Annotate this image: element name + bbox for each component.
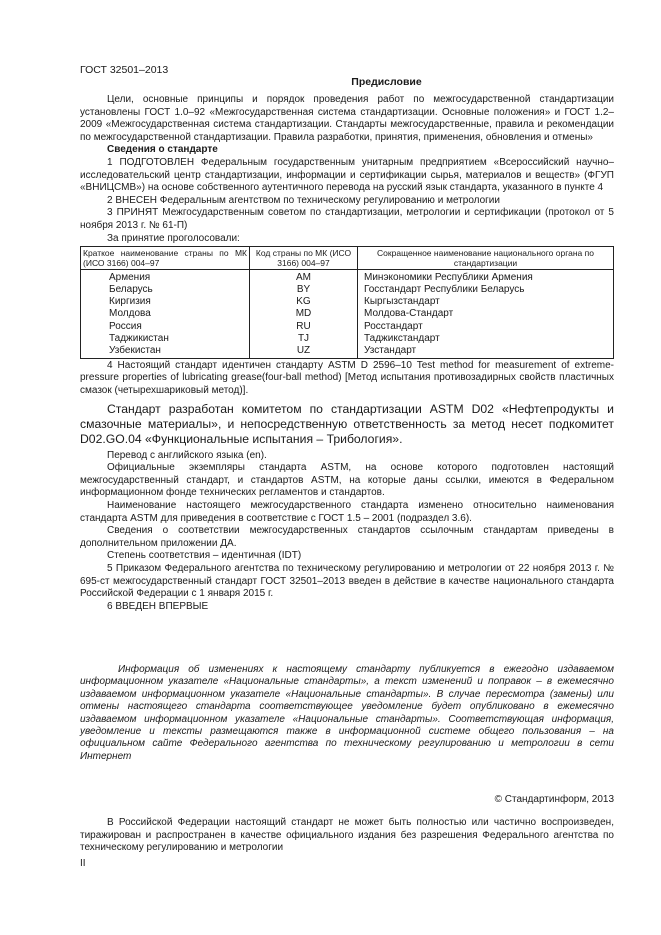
table-header-row — [81, 247, 614, 270]
degree-of-correspondence: Степень соответствия – идентичная (IDT) — [107, 550, 302, 562]
member-states-table — [80, 246, 614, 359]
header-code: Код страны по МК (ИСО 3166) 004–97 — [250, 247, 358, 270]
reproduction-rights — [80, 817, 614, 855]
cell-code: KG — [250, 296, 358, 308]
cell-code: UZ — [250, 345, 358, 359]
cell-country: Армения — [81, 270, 250, 285]
item-4: 4 Настоящий стандарт идентичен стандарту ASTM D 2596–10 Test method for measurement of extreme-pressure properties of lubricating grease(four-ball method) [Метод испытания противозадирных свойств пластичных смазок (четырехшариковый метод)]. — [80, 359, 614, 396]
table-row — [81, 345, 614, 359]
reproduction-rights-text: В Российской Федерации настоящий стандарт не может быть полностью или частично воспроизведен, тиражирован и распространен в качестве официального издания без разрешения Федерального агентства по техническому регулированию и метрологии — [80, 817, 614, 854]
cell-country: Киргизия — [81, 296, 250, 308]
table-row — [81, 270, 614, 285]
cell-code: BY — [250, 284, 358, 296]
appendix-note: Сведения о соответствии межгосударственных стандартов ссылочным стандартам приведены в дополнительном приложении ДА. — [80, 525, 614, 549]
cell-body: Молдова-Стандарт — [358, 308, 614, 320]
table-row — [81, 333, 614, 345]
changes-info-block — [80, 664, 614, 763]
section-title-text: Предисловие — [351, 76, 422, 88]
cell-code: RU — [250, 321, 358, 333]
info-heading: Сведения о стандарте — [107, 144, 218, 156]
table-row — [81, 284, 614, 296]
cell-country: Узбекистан — [81, 345, 250, 359]
page-number: II — [80, 858, 86, 869]
item-2: 2 ВНЕСЕН Федеральным агентством по техническому регулированию и метрологии — [107, 194, 500, 206]
cell-body: Росстандарт — [358, 321, 614, 333]
body-text — [80, 94, 614, 613]
name-change-note: Наименование настоящего межгосударственного стандарта изменено относительно наименования стандарта ASTM для приведения в соответствие с ГОСТ 1.5 – 2001 (подраздел 3.6). — [80, 499, 614, 524]
cell-country: Таджикистан — [81, 333, 250, 345]
cell-body: Госстандарт Республики Беларусь — [358, 284, 614, 296]
copyright: © Стандартинформ, 2013 — [494, 794, 614, 805]
item-1: 1 ПОДГОТОВЛЕН Федеральным государственным унитарным предприятием «Всероссийский научно–исследовательский центр стандартизации, информации и сертификации сырья, материалов и веществ» (ФГУП «ВНИЦСМВ») на основе собственного аутентичного перевода на русский язык стандарта, указанного в пункте 4 — [80, 156, 614, 194]
header-country: Краткое наименование страны по МК (ИСО 3166) 004–97 — [81, 247, 250, 270]
table-row — [81, 296, 614, 308]
table-row — [81, 321, 614, 333]
item-6: 6 ВВЕДЕН ВПЕРВЫЕ — [107, 600, 209, 612]
astm-committee-note: Стандарт разработан комитетом по стандартизации ASTM D02 «Нефтепродукты и смазочные материалы», и непосредственную ответственность за метод несет подкомитет D02.GO.04 «Функциональные испытания – Трибология». — [80, 401, 614, 446]
cell-body: Таджикстандарт — [358, 333, 614, 345]
cell-body: Минэкономики Республики Армения — [358, 270, 614, 285]
table-row — [81, 308, 614, 320]
cell-country: Беларусь — [81, 284, 250, 296]
section-title — [0, 76, 661, 88]
item-3: 3 ПРИНЯТ Межгосударственным советом по стандартизации, метрологии и сертификации (протокол от 5 ноября 2013 г. № 61-П) — [80, 207, 614, 231]
cell-body: Кыргызстандарт — [358, 296, 614, 308]
item-5: 5 Приказом Федерального агентства по техническому регулированию и метрологии от 22 ноября 2013 г. № 695-ст межгосударственный стандарт ГОСТ 32501–2013 введен в действие в качестве национального стандарта Российской Федерации с 1 января 2015 г. — [80, 562, 614, 600]
cell-country: Молдова — [81, 308, 250, 320]
changes-info-text: Информация об изменениях к настоящему стандарту публикуется в ежегодно издаваемом информационном указателе «Национальные стандарты», а текст изменений и поправок – в ежемесячно издаваемом информационном указателе «Национальные стандарты». В случае пересмотра (замены) или отмены настоящего стандарта соответствующее уведомление будет опубликовано в ежемесячно издаваемом информационном указателе «Национальные стандарты». Соответствующая информация, уведомление и тексты размещаются также в информационной системе общего пользования – на официальном сайте Федерального агентства по техническому регулированию и метрологии в сети Интернет — [80, 664, 614, 762]
official-copies-note: Официальные экземпляры стандарта ASTM, на основе которого подготовлен настоящий межгосударственный стандарт, и стандартов ASTM, на которые даны ссылки, имеются в Федеральном информационном фонде технических регламентов и стандартов. — [80, 462, 614, 499]
cell-code: AM — [250, 270, 358, 285]
document-code: ГОСТ 32501–2013 — [80, 64, 169, 76]
intro-paragraph: Цели, основные принципы и порядок проведения работ по межгосударственной стандартизации установлены ГОСТ 1.0–92 «Межгосударственная система стандартизации. Основные положения» и ГОСТ 1.2–2009 «Межгосударственная система стандартизации. Стандарты межгосударственные, правила и рекомендации по межгосударственной стандартизации. Правила разработки, принятия, применения, обновления и отмены» — [80, 94, 614, 143]
cell-body: Узстандарт — [358, 345, 614, 359]
cell-code: TJ — [250, 333, 358, 345]
vote-caption: За принятие проголосовали: — [107, 232, 240, 244]
header-body: Сокращенное наименование национального органа по стандартизации — [358, 247, 614, 270]
cell-code: MD — [250, 308, 358, 320]
cell-country: Россия — [81, 321, 250, 333]
translation-note: Перевод с английского языка (en). — [107, 449, 267, 461]
